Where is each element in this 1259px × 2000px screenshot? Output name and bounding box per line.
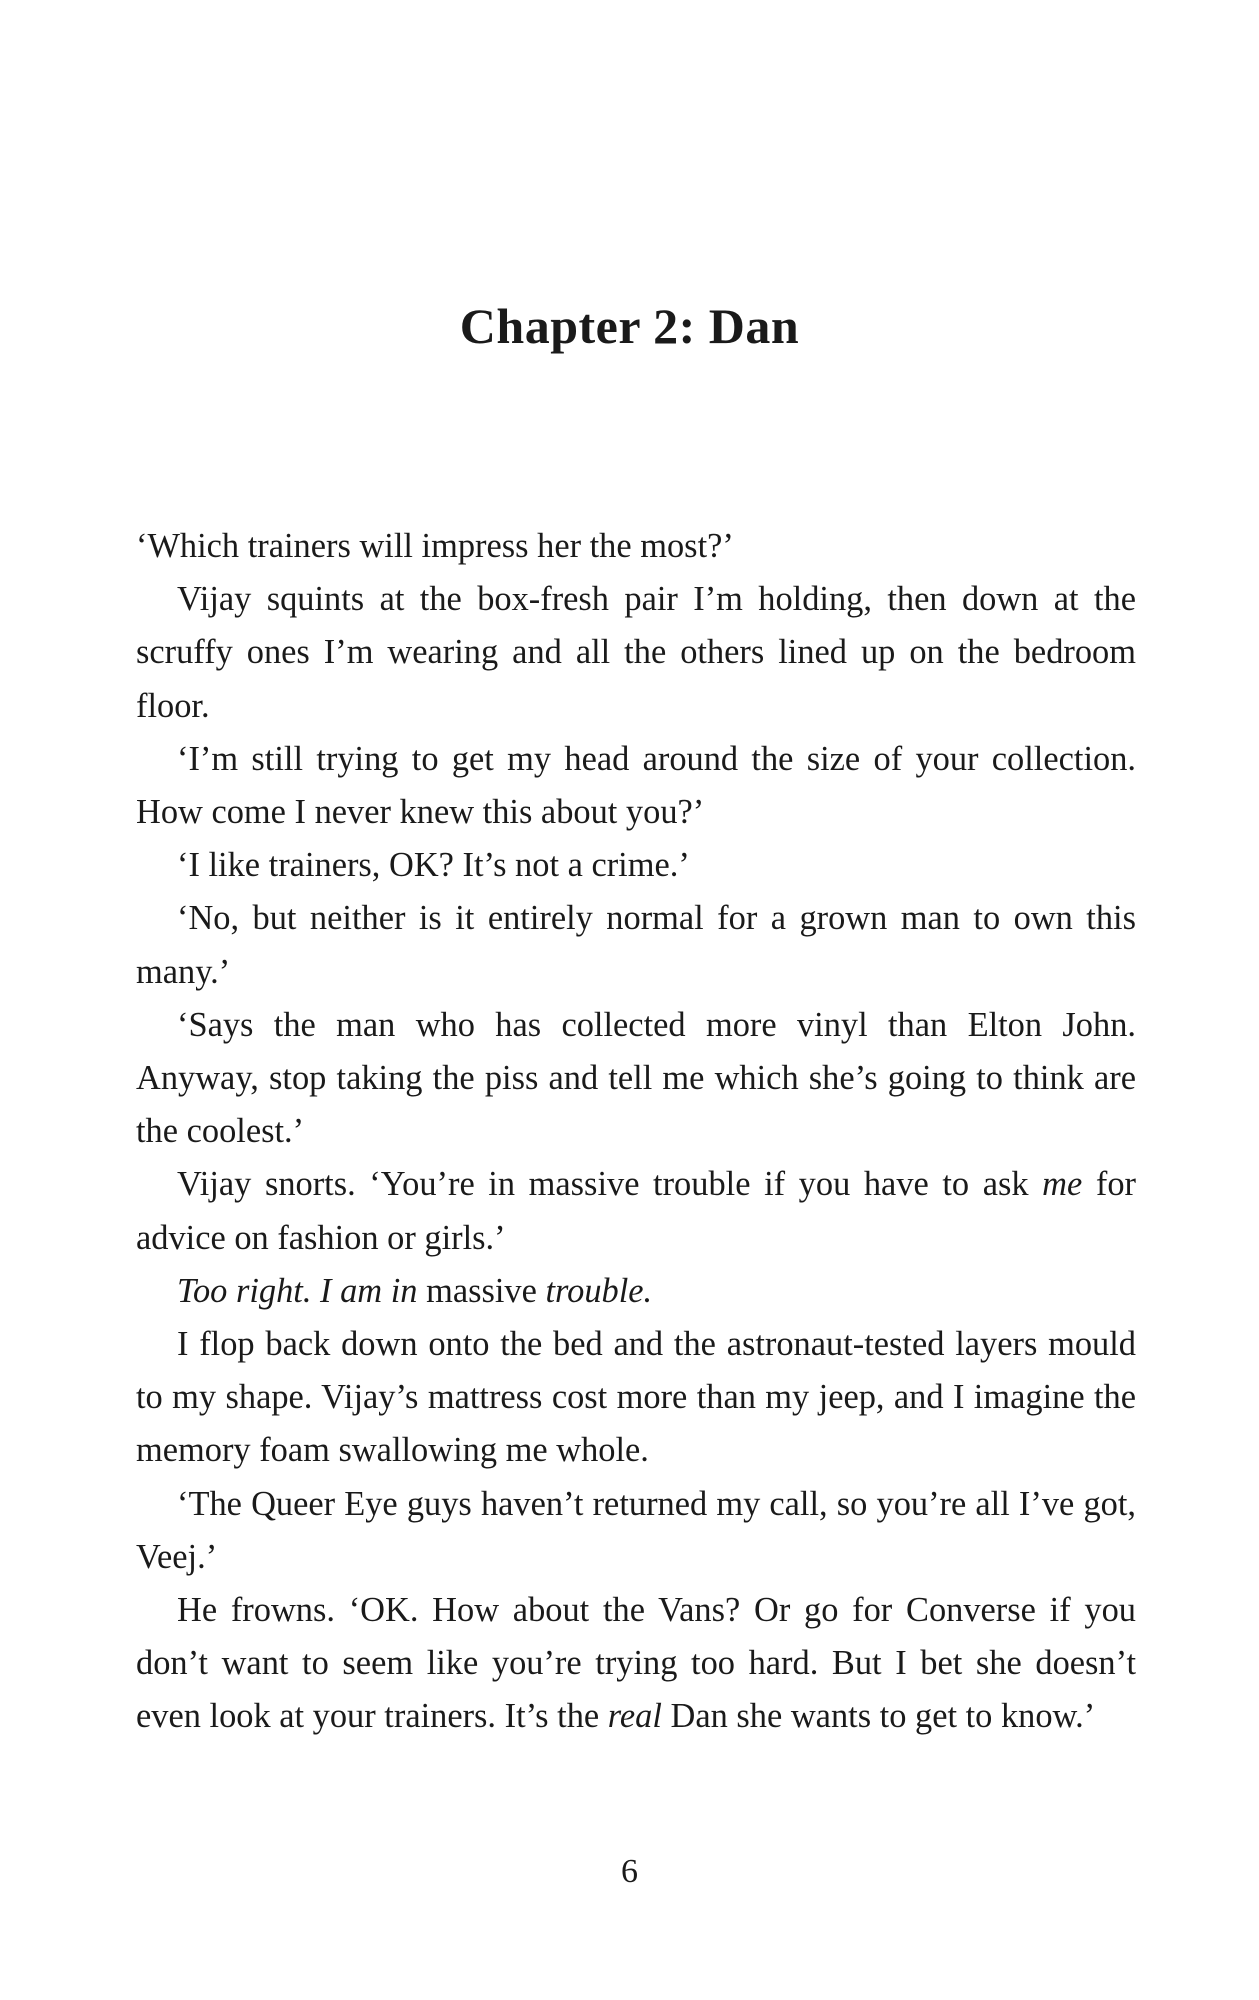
paragraph: [136, 839, 1136, 892]
paragraph-text: He frowns. ‘OK. How about the Vans? Or go for Converse if you don’t want to seem like you’re trying too hard. But I bet she doesn’t even look at your trainers. It’s the: [136, 1591, 1136, 1736]
chapter-body: [136, 520, 1136, 1744]
paragraph: [136, 1478, 1136, 1584]
paragraph-text: I flop back down onto the bed and the astronaut-tested layers mould to my shape. Vijay’s mattress cost more than my jeep, and I imagine the memory foam swallowing me whole.: [136, 1325, 1136, 1470]
paragraph-text: Dan she wants to get to know.’: [661, 1697, 1096, 1736]
paragraph-text: ‘I like trainers, OK? It’s not a crime.’: [177, 846, 690, 885]
paragraph-text: ‘Which trainers will impress her the most?’: [136, 527, 734, 565]
italic-text: me: [1042, 1165, 1083, 1204]
page-number: 6: [621, 1853, 638, 1890]
paragraph: [136, 573, 1136, 733]
paragraph-text: ‘No, but neither is it entirely normal for a grown man to own this many.’: [136, 899, 1136, 991]
paragraph: [136, 999, 1136, 1159]
italic-text: Too right. I am in: [177, 1271, 418, 1310]
paragraph-text: Vijay squints at the box-fresh pair I’m holding, then down at the scruffy ones I’m wearing and all the others lined up on the bedroom floor.: [136, 580, 1136, 725]
paragraph: [136, 1318, 1136, 1478]
paragraph: [136, 733, 1136, 839]
paragraph: [136, 520, 1136, 573]
paragraph-text: ‘I’m still trying to get my head around the size of your collection. How come I never knew this about you?’: [136, 739, 1136, 832]
paragraph-text: massive: [417, 1271, 546, 1310]
paragraph: [136, 892, 1136, 998]
paragraph: [136, 1584, 1136, 1744]
paragraph-text: Vijay snorts. ‘You’re in massive trouble if you have to ask: [177, 1165, 1043, 1204]
italic-text: real: [607, 1697, 662, 1736]
paragraph: [136, 1158, 1136, 1264]
paragraph: [136, 1265, 1136, 1318]
chapter-title: Chapter 2: Dan: [459, 298, 800, 354]
italic-text: trouble.: [545, 1271, 653, 1310]
paragraph-text: ‘Says the man who has collected more vinyl than Elton John. Anyway, stop taking the piss and tell me which she’s going to think are the coolest.’: [136, 1005, 1136, 1151]
paragraph-text: ‘The Queer Eye guys haven’t returned my call, so you’re all I’ve got, Veej.’: [136, 1484, 1136, 1576]
paragraph-text: for advice on fashion or girls.’: [136, 1165, 1136, 1257]
